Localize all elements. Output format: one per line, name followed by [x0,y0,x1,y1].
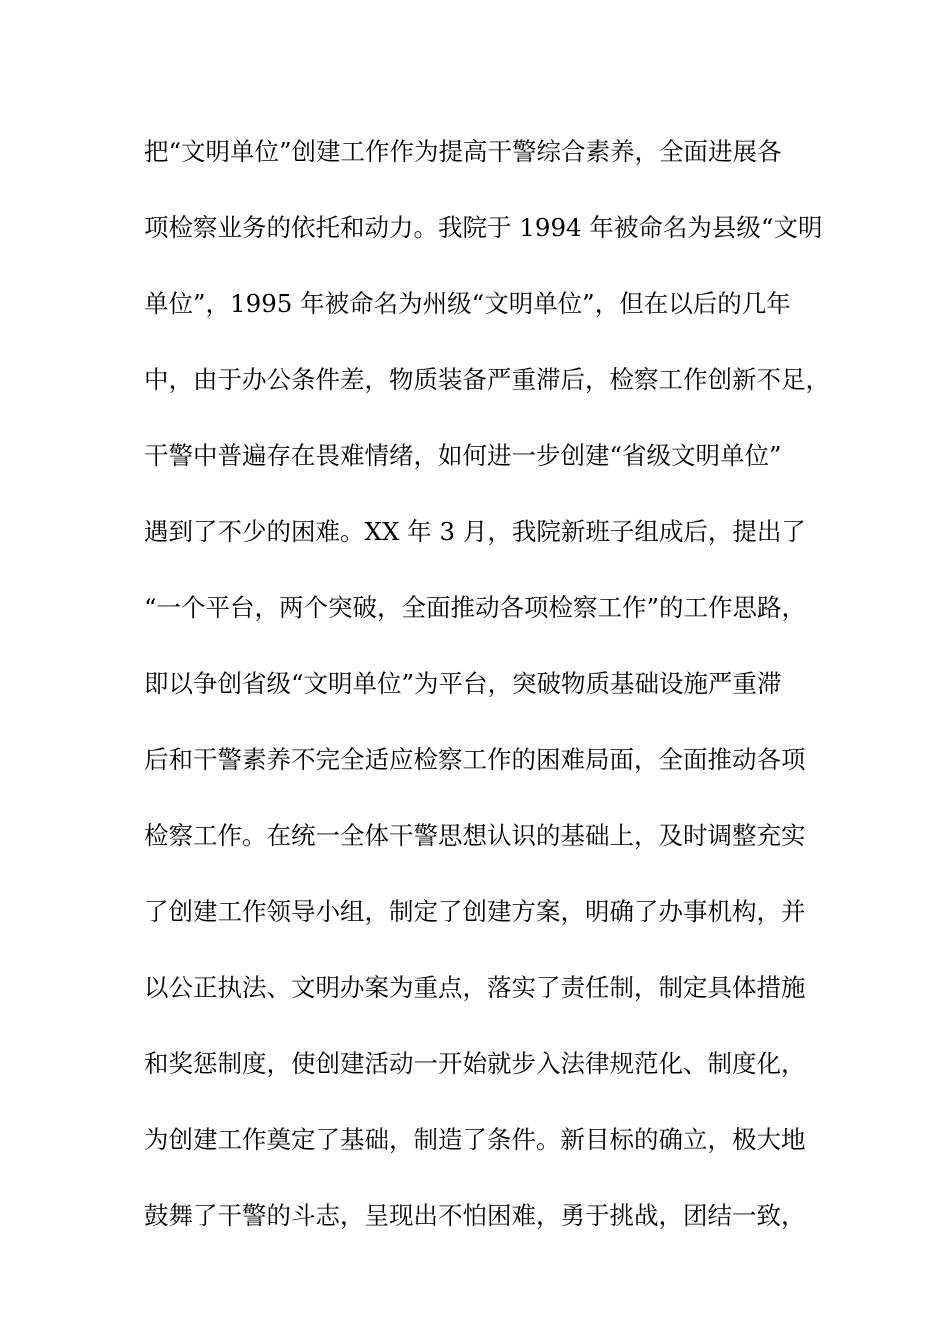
text-line: 了创建工作领导小组，制定了创建方案，明确了办事机构，并 [144,897,806,926]
text-line: “一个平台，两个突破，全面推动各项检察工作”的工作思路， [144,593,807,622]
text-line: 为创建工作奠定了基础，制造了条件。新目标的确立，极大地 [144,1125,806,1154]
text-line: 项检察业务的依托和动力。我院于 1994 年被命名为县级“文明 [144,213,823,242]
text-line: 和奖惩制度，使创建活动一开始就步入法律规范化、制度化， [144,1049,806,1078]
text-line: 以公正执法、文明办案为重点，落实了责任制，制定具体措施 [144,973,806,1002]
text-line: 干警中普遍存在畏难情绪，如何进一步创建“省级文明单位” [144,441,782,470]
text-line: 鼓舞了干警的斗志，呈现出不怕困难，勇于挑战，团结一致， [144,1201,806,1230]
text-line: 遇到了不少的困难。XX 年 3 月，我院新班子组成后，提出了 [144,517,806,546]
text-line: 后和干警素养不完全适应检察工作的困难局面，全面推动各项 [144,745,806,774]
text-line: 即以争创省级“文明单位”为平台，突破物质基础设施严重滞 [144,669,782,698]
text-line: 检察工作。在统一全体干警思想认识的基础上，及时调整充实 [144,821,806,850]
text-line: 单位”，1995 年被命名为州级“文明单位”，但在以后的几年 [144,289,791,318]
text-line: 把“文明单位”创建工作作为提高干警综合素养，全面进展各 [144,137,782,166]
text-line: 中，由于办公条件差，物质装备严重滞后，检察工作创新不足， [144,365,830,394]
body-paragraph [144,128,834,1268]
